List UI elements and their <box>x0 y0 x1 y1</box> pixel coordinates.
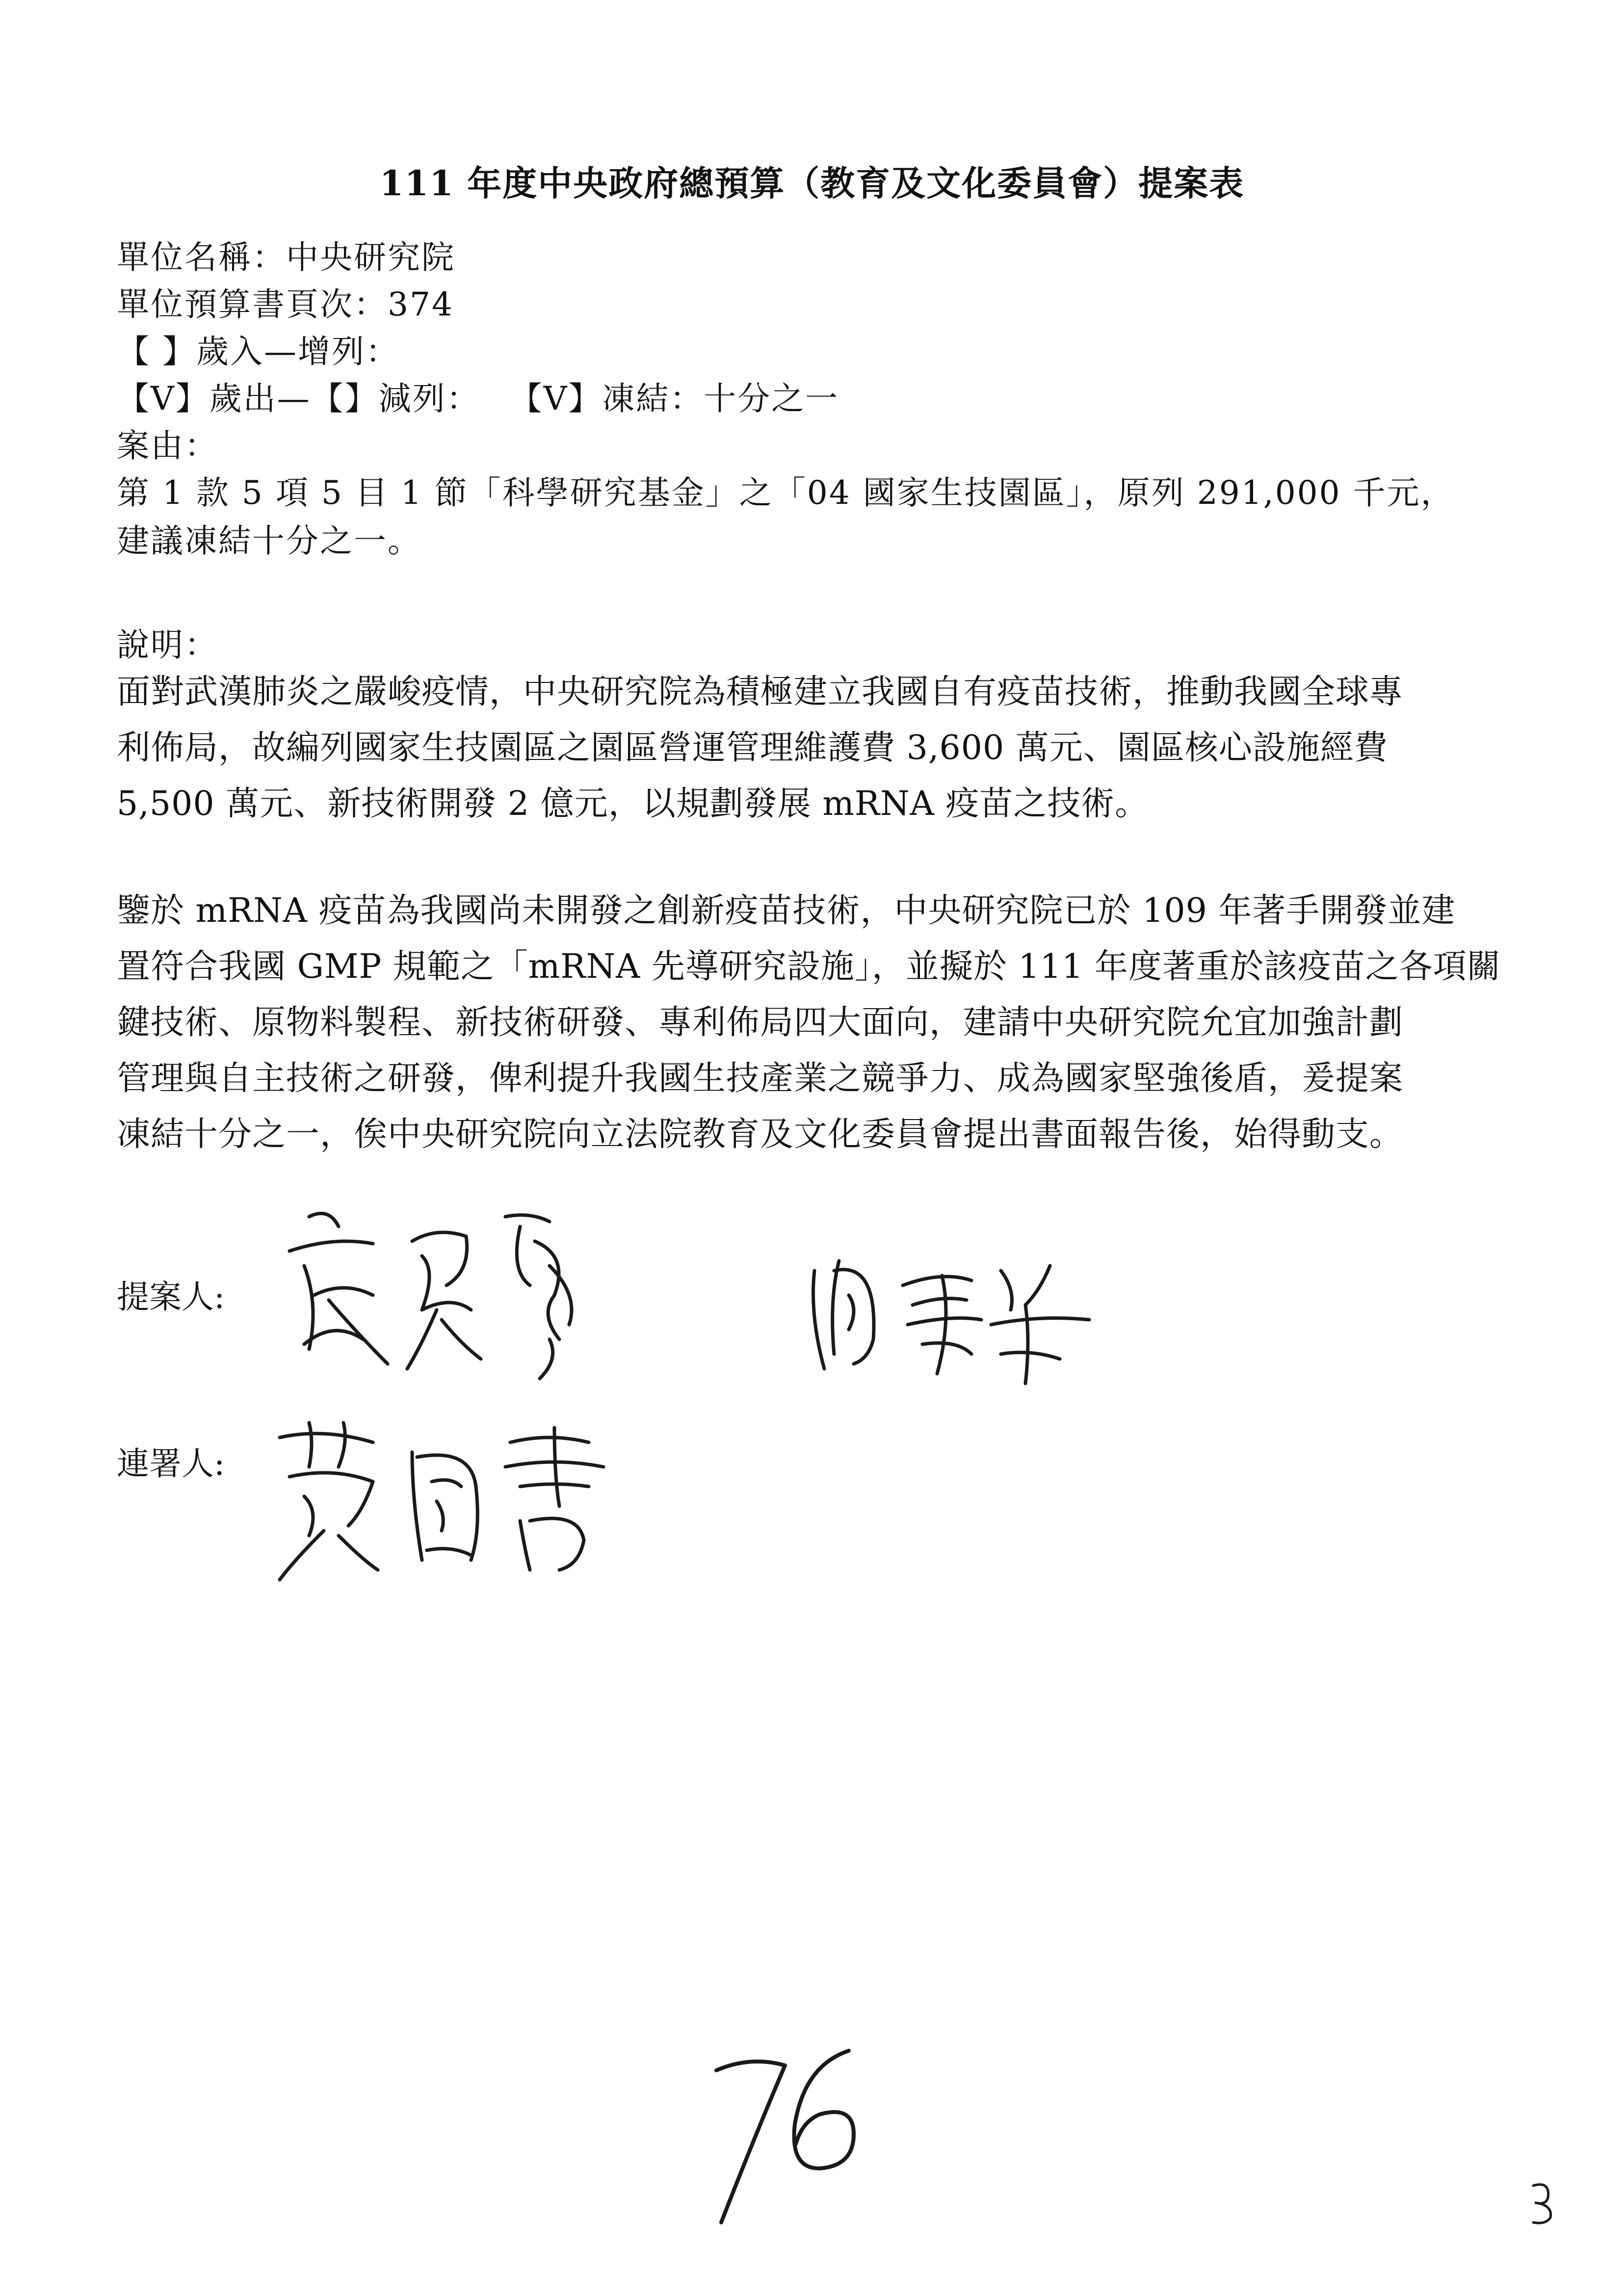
cosigner-label: 連署人: <box>117 1445 225 1483</box>
paragraph2-line-3: 鍵技術、原物料製程、新技術研發、專利佈局四大面向，建請中央研究院允宜加強計劃 <box>117 1003 1404 1042</box>
proposer-signature-2 <box>795 1241 1099 1388</box>
paragraph1-line-3: 5,500 萬元、新技術開發 2 億元，以規劃發展 mRNA 疫苗之技術。 <box>117 784 1149 823</box>
paragraph2-line-4: 管理與自主技術之研發，俾利提升我國生技產業之競爭力、成為國家堅強後盾，爰提案 <box>117 1059 1404 1098</box>
proposer-signature-1 <box>275 1197 628 1388</box>
corner-mark <box>1526 2178 1560 2227</box>
explanation-label: 說明： <box>117 626 218 664</box>
proposer-label: 提案人: <box>117 1278 225 1316</box>
document-title: 111 年度中央政府總預算（教育及文化委員會）提案表 <box>379 163 1245 204</box>
paragraph1-line-1: 面對武漢肺炎之嚴峻疫情，中央研究院為積極建立我國自有疫苗技術，推動我國全球專 <box>117 673 1404 711</box>
case-line-1: 第 1 款 5 項 5 目 1 節「科學研究基金」之「04 國家生技園區」，原列 291,000 千元， <box>117 474 1455 512</box>
paragraph2-line-2: 置符合我國 GMP 規範之「mRNA 先導研究設施」，並擬於 111 年度著重於該疫苗之各項關 <box>117 947 1501 986</box>
case-label: 案由： <box>117 427 218 465</box>
paragraph1-line-2: 利佈局，故編列國家生技園區之園區營運管理維護費 3,600 萬元、園區核心設施經費 <box>117 729 1388 767</box>
unit-name: 單位名稱：中央研究院 <box>117 238 455 276</box>
case-line-2: 建議凍結十分之一。 <box>117 522 421 560</box>
cosigner-signature <box>265 1413 648 1590</box>
expenditure-option: 【V】歲出—【】減列： 【V】凍結：十分之一 <box>117 380 839 417</box>
budget-page: 單位預算書頁次：374 <box>117 286 454 323</box>
paragraph2-line-1: 鑒於 mRNA 疫苗為我國尚未開發之創新疫苗技術，中央研究院已於 109 年著手開發並建 <box>117 891 1456 930</box>
handwritten-page-number <box>687 2026 873 2232</box>
paragraph2-line-5: 凍結十分之一，俟中央研究院向立法院教育及文化委員會提出書面報告後，始得動支。 <box>117 1115 1404 1154</box>
revenue-option: 【 】歲入—增列： <box>117 333 399 370</box>
